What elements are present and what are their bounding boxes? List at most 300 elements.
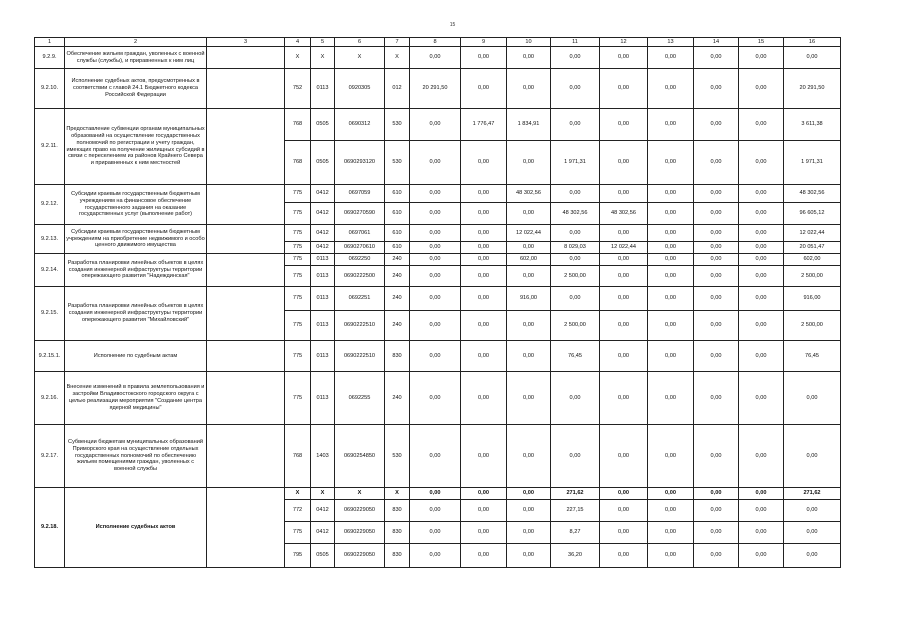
table-cell: 0,00 xyxy=(648,488,694,500)
table-cell: 0,00 xyxy=(600,341,648,372)
table-cell: 271,62 xyxy=(551,488,600,500)
row-description: Исполнение судебных актов xyxy=(65,488,207,568)
table-cell: 0690254850 xyxy=(335,425,385,488)
table-cell: 0,00 xyxy=(461,488,507,500)
table-cell: 0,00 xyxy=(694,69,739,109)
table-cell: 0,00 xyxy=(739,522,784,544)
table-cell: 0,00 xyxy=(739,109,784,141)
table-row xyxy=(35,372,841,425)
table-cell: 0,00 xyxy=(784,372,841,425)
table-cell: 0,00 xyxy=(461,287,507,311)
header-cell: 14 xyxy=(694,38,739,47)
row-column-3 xyxy=(207,254,285,287)
row-column-3 xyxy=(207,287,285,341)
table-cell: 602,00 xyxy=(784,254,841,266)
table-cell: 0,00 xyxy=(600,425,648,488)
row-description: Разработка планировки линейных объектов в целях создания инженерной инфраструктуры территории опережающего развития "Надеждинская" xyxy=(65,254,207,287)
table-cell: 0,00 xyxy=(648,203,694,225)
table-cell: 0,00 xyxy=(410,500,461,522)
table-cell: 830 xyxy=(385,341,410,372)
table-cell: 0113 xyxy=(311,311,335,341)
header-cell: 12 xyxy=(600,38,648,47)
header-cell: 3 xyxy=(207,38,285,47)
table-cell: 0,00 xyxy=(461,500,507,522)
row-number: 9.2.12. xyxy=(35,185,65,225)
table-cell: 0,00 xyxy=(410,225,461,242)
row-description: Субсидии краевым государственным бюджетным учреждениям на приобретение недвижимого и особо ценного движимого имущества xyxy=(65,225,207,254)
table-cell: 0,00 xyxy=(784,522,841,544)
row-number: 9.2.16. xyxy=(35,372,65,425)
table-cell: 0,00 xyxy=(739,425,784,488)
table-cell: 0,00 xyxy=(739,141,784,185)
table-cell: 0,00 xyxy=(648,242,694,254)
table-cell: 795 xyxy=(285,544,311,568)
table-cell: 0,00 xyxy=(739,242,784,254)
table-cell: 0,00 xyxy=(410,287,461,311)
table-row xyxy=(35,488,841,500)
table-cell: 0,00 xyxy=(461,225,507,242)
table-cell: 0,00 xyxy=(739,225,784,242)
table-cell: X xyxy=(335,47,385,69)
table-cell: 48 302,56 xyxy=(507,185,551,203)
table-cell: 0,00 xyxy=(694,203,739,225)
table-cell: 0,00 xyxy=(507,266,551,287)
table-cell: 0,00 xyxy=(648,69,694,109)
table-cell: X xyxy=(335,488,385,500)
table-cell: 0,00 xyxy=(507,141,551,185)
table-cell: 0,00 xyxy=(648,341,694,372)
table-cell: 0,00 xyxy=(600,311,648,341)
table-cell: 0,00 xyxy=(784,425,841,488)
table-cell: 0,00 xyxy=(694,109,739,141)
table-cell: 0690312 xyxy=(335,109,385,141)
table-cell: 610 xyxy=(385,225,410,242)
table-row xyxy=(35,425,841,488)
table-cell: 0,00 xyxy=(461,185,507,203)
table-cell: 0,00 xyxy=(739,203,784,225)
table-cell: 610 xyxy=(385,242,410,254)
row-number: 9.2.10. xyxy=(35,69,65,109)
table-cell: 0,00 xyxy=(648,544,694,568)
table-cell: 0,00 xyxy=(507,47,551,69)
table-cell: 0,00 xyxy=(507,372,551,425)
table-cell: 1 971,31 xyxy=(551,141,600,185)
table-cell: 0,00 xyxy=(694,141,739,185)
table-cell: 0,00 xyxy=(739,311,784,341)
page-number: 15 xyxy=(449,22,456,28)
row-description: Исполнение судебных актов, предусмотренных в соответствии с главой 24.1 Бюджетного кодекса Российской Федерации xyxy=(65,69,207,109)
table-cell: 830 xyxy=(385,544,410,568)
table-cell: 2 500,00 xyxy=(551,311,600,341)
table-cell: 752 xyxy=(285,69,311,109)
table-cell: 96 605,12 xyxy=(784,203,841,225)
table-cell: 0,00 xyxy=(507,69,551,109)
header-cell: 11 xyxy=(551,38,600,47)
table-cell: 0,00 xyxy=(648,141,694,185)
table-cell: 775 xyxy=(285,287,311,311)
table-cell: 775 xyxy=(285,372,311,425)
table-cell: 0,00 xyxy=(410,522,461,544)
table-cell: 0692250 xyxy=(335,254,385,266)
table-cell: 0690229050 xyxy=(335,500,385,522)
table-cell: 36,20 xyxy=(551,544,600,568)
table-cell: 0,00 xyxy=(410,266,461,287)
table-cell: 0,00 xyxy=(694,47,739,69)
table-cell: 0,00 xyxy=(648,311,694,341)
table-cell: 0690229050 xyxy=(335,522,385,544)
table-cell: 0,00 xyxy=(551,185,600,203)
header-cell: 8 xyxy=(410,38,461,47)
table-cell: 775 xyxy=(285,266,311,287)
table-cell: 0,00 xyxy=(551,425,600,488)
table-cell: 0,00 xyxy=(507,311,551,341)
table-cell: X xyxy=(285,47,311,69)
row-number: 9.2.18. xyxy=(35,488,65,568)
table-cell: 0,00 xyxy=(461,242,507,254)
table-cell: 0,00 xyxy=(600,141,648,185)
table-cell: 0,00 xyxy=(648,109,694,141)
table-cell: 0,00 xyxy=(784,47,841,69)
table-cell: 12 022,44 xyxy=(507,225,551,242)
table-cell: 0,00 xyxy=(648,47,694,69)
row-description: Исполнение по судебным актам xyxy=(65,341,207,372)
table-cell: 240 xyxy=(385,266,410,287)
row-description: Предоставление субвенции органам муниципальных образований на осуществление государственных полномочий по регистрации и учету граждан, имеющих право на получение жилищных субсидий в связи с переселением из районов Крайнего Севера и приравненных к ним местностей xyxy=(65,109,207,185)
table-cell: 0690222500 xyxy=(335,266,385,287)
table-cell: 0412 xyxy=(311,522,335,544)
budget-table xyxy=(34,37,841,568)
table-cell: 0,00 xyxy=(600,69,648,109)
table-cell: 8 029,03 xyxy=(551,242,600,254)
table-cell: 012 xyxy=(385,69,410,109)
table-cell: 530 xyxy=(385,141,410,185)
table-cell: 0,00 xyxy=(648,225,694,242)
header-cell: 7 xyxy=(385,38,410,47)
header-row xyxy=(35,38,841,47)
table-cell: 0,00 xyxy=(648,287,694,311)
table-row xyxy=(35,47,841,69)
table-row xyxy=(35,254,841,266)
row-number: 9.2.15. xyxy=(35,287,65,341)
table-cell: 0,00 xyxy=(739,185,784,203)
table-cell: 0,00 xyxy=(461,203,507,225)
table-body xyxy=(35,47,841,568)
table-cell: 0,00 xyxy=(461,266,507,287)
table-cell: 0,00 xyxy=(600,225,648,242)
table-cell: 240 xyxy=(385,372,410,425)
table-cell: 0690270610 xyxy=(335,242,385,254)
table-cell: 0,00 xyxy=(694,544,739,568)
table-cell: 0412 xyxy=(311,203,335,225)
table-cell: 0,00 xyxy=(600,109,648,141)
table-cell: 0,00 xyxy=(600,287,648,311)
table-cell: 0,00 xyxy=(694,372,739,425)
table-cell: 0412 xyxy=(311,225,335,242)
row-description: Субвенции бюджетам муниципальных образований Приморского края на осуществление отдельных государственных полномочий по обеспечению жильем помещениями граждан, уволенных с военной службы xyxy=(65,425,207,488)
table-cell: 0,00 xyxy=(694,185,739,203)
table-row xyxy=(35,109,841,141)
table-cell: 0,00 xyxy=(648,254,694,266)
table-cell: 775 xyxy=(285,311,311,341)
table-cell: 916,00 xyxy=(507,287,551,311)
table-cell: 0,00 xyxy=(694,254,739,266)
table-cell: 0,00 xyxy=(507,425,551,488)
table-cell: 0,00 xyxy=(507,500,551,522)
table-cell: 768 xyxy=(285,425,311,488)
table-cell: 0,00 xyxy=(461,372,507,425)
table-cell: 0,00 xyxy=(600,522,648,544)
table-cell: 0505 xyxy=(311,141,335,185)
table-cell: 240 xyxy=(385,311,410,341)
table-cell: 530 xyxy=(385,425,410,488)
table-cell: 0,00 xyxy=(600,372,648,425)
table-cell: 775 xyxy=(285,254,311,266)
table-cell: 0,00 xyxy=(648,185,694,203)
table-cell: 0,00 xyxy=(648,500,694,522)
table-cell: 0,00 xyxy=(784,500,841,522)
table-cell: 775 xyxy=(285,341,311,372)
table-cell: 0,00 xyxy=(461,254,507,266)
row-column-3 xyxy=(207,47,285,69)
table-cell: 0692251 xyxy=(335,287,385,311)
table-cell: 0,00 xyxy=(410,109,461,141)
table-cell: 0,00 xyxy=(739,69,784,109)
table-cell: 0,00 xyxy=(600,500,648,522)
table-cell: 0,00 xyxy=(410,47,461,69)
table-cell: 0,00 xyxy=(410,203,461,225)
table-row xyxy=(35,69,841,109)
table-cell: 0505 xyxy=(311,544,335,568)
header-cell: 13 xyxy=(648,38,694,47)
table-cell: 0,00 xyxy=(739,254,784,266)
table-cell: 775 xyxy=(285,203,311,225)
table-cell: 530 xyxy=(385,109,410,141)
table-cell: 0,00 xyxy=(410,341,461,372)
header-cell: 16 xyxy=(784,38,841,47)
table-cell: 1 834,91 xyxy=(507,109,551,141)
table-cell: 0,00 xyxy=(551,225,600,242)
table-cell: 48 302,56 xyxy=(551,203,600,225)
table-cell: 48 302,56 xyxy=(600,203,648,225)
table-cell: 0,00 xyxy=(600,47,648,69)
table-cell: 0,00 xyxy=(648,266,694,287)
table-cell: 830 xyxy=(385,522,410,544)
table-cell: 0,00 xyxy=(739,341,784,372)
row-number: 9.2.15.1. xyxy=(35,341,65,372)
header-cell: 6 xyxy=(335,38,385,47)
table-cell: 0,00 xyxy=(410,242,461,254)
table-cell: 0,00 xyxy=(739,488,784,500)
table-cell: 76,45 xyxy=(551,341,600,372)
row-description: Разработка планировки линейных объектов в целях создания инженерной инфраструктуры территории опережающего развития "Михайловский" xyxy=(65,287,207,341)
table-cell: 0,00 xyxy=(461,69,507,109)
table-cell: 0,00 xyxy=(694,425,739,488)
table-cell: 0,00 xyxy=(739,544,784,568)
table-cell: 775 xyxy=(285,185,311,203)
table-cell: 0,00 xyxy=(507,203,551,225)
table-cell: 0920305 xyxy=(335,69,385,109)
table-cell: 0,00 xyxy=(461,47,507,69)
table-cell: 271,62 xyxy=(784,488,841,500)
table-cell: 3 611,38 xyxy=(784,109,841,141)
row-column-3 xyxy=(207,425,285,488)
row-number: 9.2.13. xyxy=(35,225,65,254)
table-cell: 48 302,56 xyxy=(784,185,841,203)
table-cell: 0,00 xyxy=(410,185,461,203)
table-cell: 0692255 xyxy=(335,372,385,425)
table-cell: 0113 xyxy=(311,266,335,287)
table-cell: 0697061 xyxy=(335,225,385,242)
table-cell: 0,00 xyxy=(410,544,461,568)
table-cell: 0,00 xyxy=(507,341,551,372)
row-number: 9.2.11. xyxy=(35,109,65,185)
row-description: Обеспечение жильем граждан, уволенных с военной службы (службы), и приравненных к ним лиц xyxy=(65,47,207,69)
table-cell: 0,00 xyxy=(507,522,551,544)
table-cell: 830 xyxy=(385,500,410,522)
table-cell: 768 xyxy=(285,141,311,185)
table-cell: 227,15 xyxy=(551,500,600,522)
table-cell: 20 291,50 xyxy=(784,69,841,109)
table-cell: 0505 xyxy=(311,109,335,141)
table-cell: 0,00 xyxy=(461,141,507,185)
table-cell: 0,00 xyxy=(461,522,507,544)
table-cell: 0690229050 xyxy=(335,544,385,568)
table-cell: 12 022,44 xyxy=(600,242,648,254)
table-cell: 0,00 xyxy=(739,266,784,287)
table-cell: X xyxy=(385,488,410,500)
table-cell: 0412 xyxy=(311,500,335,522)
table-cell: 0113 xyxy=(311,69,335,109)
table-cell: 0,00 xyxy=(694,242,739,254)
table-cell: 0113 xyxy=(311,254,335,266)
table-cell: 0113 xyxy=(311,287,335,311)
header-cell: 1 xyxy=(35,38,65,47)
table-cell: 0,00 xyxy=(410,311,461,341)
table-cell: 2 500,00 xyxy=(551,266,600,287)
table-cell: 0,00 xyxy=(694,500,739,522)
table-cell: 0,00 xyxy=(600,254,648,266)
table-cell: 0,00 xyxy=(694,522,739,544)
table-cell: 0412 xyxy=(311,242,335,254)
table-cell: 0690222510 xyxy=(335,311,385,341)
row-column-3 xyxy=(207,225,285,254)
table-cell: 0,00 xyxy=(410,488,461,500)
row-number: 9.2.14. xyxy=(35,254,65,287)
header-cell: 4 xyxy=(285,38,311,47)
table-row xyxy=(35,341,841,372)
table-cell: 0,00 xyxy=(739,287,784,311)
table-cell: 0,00 xyxy=(600,266,648,287)
row-column-3 xyxy=(207,488,285,568)
table-cell: 76,45 xyxy=(784,341,841,372)
table-cell: 1 971,31 xyxy=(784,141,841,185)
header-cell: 15 xyxy=(739,38,784,47)
table-cell: 2 500,00 xyxy=(784,311,841,341)
table-cell: X xyxy=(311,47,335,69)
table-cell: 768 xyxy=(285,109,311,141)
table-row xyxy=(35,185,841,203)
table-cell: 0,00 xyxy=(461,341,507,372)
row-column-3 xyxy=(207,372,285,425)
table-cell: 0,00 xyxy=(648,522,694,544)
table-cell: 0,00 xyxy=(507,488,551,500)
table-cell: 8,27 xyxy=(551,522,600,544)
table-cell: 0,00 xyxy=(551,47,600,69)
table-cell: 0,00 xyxy=(694,311,739,341)
row-description: Внесение изменений в правила землепользования и застройки Владивостокского городского округа с целью реализации мероприятия "Создание центра ядерной медицины" xyxy=(65,372,207,425)
row-column-3 xyxy=(207,69,285,109)
row-column-3 xyxy=(207,109,285,185)
table-cell: 0,00 xyxy=(600,488,648,500)
table-cell: 0,00 xyxy=(410,425,461,488)
table-cell: 1 776,47 xyxy=(461,109,507,141)
table-cell: 0,00 xyxy=(739,372,784,425)
table-cell: X xyxy=(311,488,335,500)
table-cell: 0,00 xyxy=(694,341,739,372)
table-cell: 610 xyxy=(385,185,410,203)
table-cell: 0,00 xyxy=(461,311,507,341)
table-cell: 1403 xyxy=(311,425,335,488)
table-row xyxy=(35,287,841,311)
table-cell: 0,00 xyxy=(784,544,841,568)
table-cell: 12 022,44 xyxy=(784,225,841,242)
table-cell: 2 500,00 xyxy=(784,266,841,287)
table-cell: 0690293120 xyxy=(335,141,385,185)
header-cell: 2 xyxy=(65,38,207,47)
table-cell: 0,00 xyxy=(600,185,648,203)
table-cell: 0,00 xyxy=(461,544,507,568)
header-cell: 5 xyxy=(311,38,335,47)
row-number: 9.2.17. xyxy=(35,425,65,488)
table-cell: 0,00 xyxy=(507,242,551,254)
table-cell: 0,00 xyxy=(551,254,600,266)
table-cell: 20 291,50 xyxy=(410,69,461,109)
table-row xyxy=(35,225,841,242)
table-cell: 0,00 xyxy=(694,287,739,311)
table-cell: 0,00 xyxy=(551,69,600,109)
table-cell: 0697059 xyxy=(335,185,385,203)
table-cell: 0690222510 xyxy=(335,341,385,372)
table-cell: 0,00 xyxy=(694,266,739,287)
table-cell: 775 xyxy=(285,242,311,254)
table-cell: 20 051,47 xyxy=(784,242,841,254)
table-cell: 0113 xyxy=(311,341,335,372)
table-cell: 916,00 xyxy=(784,287,841,311)
table-cell: 0,00 xyxy=(648,372,694,425)
table-cell: 0,00 xyxy=(600,544,648,568)
table-cell: 0412 xyxy=(311,185,335,203)
table-cell: 0,00 xyxy=(551,287,600,311)
row-column-3 xyxy=(207,185,285,225)
table-cell: 0,00 xyxy=(410,141,461,185)
table-cell: 0,00 xyxy=(551,372,600,425)
table-cell: 0,00 xyxy=(461,425,507,488)
table-cell: 0690270590 xyxy=(335,203,385,225)
table-cell: X xyxy=(385,47,410,69)
table-cell: 0,00 xyxy=(410,254,461,266)
row-description: Субсидии краевым государственным бюджетным учреждениям на финансовое обеспечение государственного задания на оказание государственных услуг (выполнение работ) xyxy=(65,185,207,225)
row-number: 9.2.9. xyxy=(35,47,65,69)
header-cell: 10 xyxy=(507,38,551,47)
table-cell: 240 xyxy=(385,287,410,311)
table-cell: 775 xyxy=(285,522,311,544)
table-cell: 602,00 xyxy=(507,254,551,266)
table-cell: 0,00 xyxy=(410,372,461,425)
table-cell: 772 xyxy=(285,500,311,522)
table-cell: 0,00 xyxy=(648,425,694,488)
table-cell: 0113 xyxy=(311,372,335,425)
table-cell: 0,00 xyxy=(507,544,551,568)
